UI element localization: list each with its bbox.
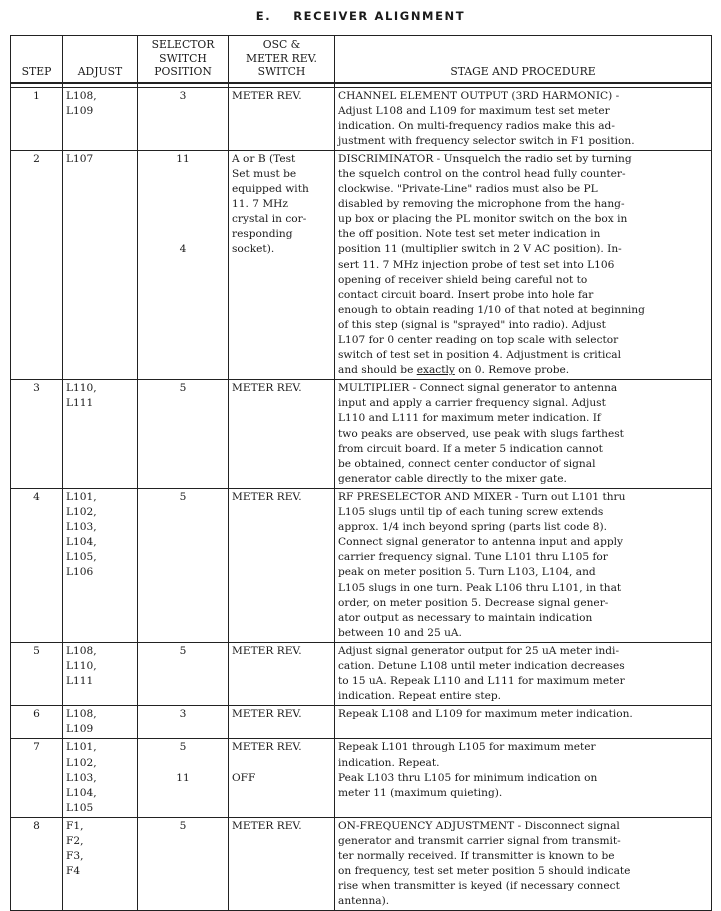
procedure-cell: RF PRESELECTOR AND MIXER - Turn out L101 thru L105 slugs until tip of each tuning screw extends approx. 1/4 inch beyond spring (parts list code 8). Connect signal generator to antenna input and apply carrier frequency signal. Tune L101 thru L105 for peak on meter position 5. Turn L103, L104, and L105 slugs in one turn. Peak L106 thru L101, in that order, on meter position 5. Decrease signal gener- ator output as necessary to maintain indication between 10 and 25 uA. (335, 488, 712, 642)
osc-meter-switch-cell: METER REV. (229, 706, 335, 739)
step-number: 1 (11, 87, 63, 150)
osc-meter-switch-cell: METER REV. (229, 488, 335, 642)
step-number: 5 (11, 642, 63, 705)
table-row (11, 87, 712, 150)
step-number: 4 (11, 488, 63, 642)
osc-meter-switch-cell: METER REV. OFF (229, 739, 335, 817)
procedure-cell: Adjust signal generator output for 25 uA meter indi- cation. Detune L108 until meter indication decreases to 15 uA. Repeak L110 and L111 for maximum meter indication. Repeat entire step. (335, 642, 712, 705)
adjust-cell: L101, L102, L103, L104, L105 (63, 739, 138, 817)
procedure-tail-line: and should be exactly on 0. Remove probe. (338, 364, 570, 377)
step-number: 2 (11, 150, 63, 379)
section-title-text: RECEIVER ALIGNMENT (293, 9, 466, 23)
header-selector: SELECTOR SWITCH POSITION (138, 36, 229, 83)
adjust-cell: L110, L111 (63, 380, 138, 489)
selector-position-cell: 5 (138, 642, 229, 705)
section-title (0, 9, 721, 23)
procedure-cell: DISCRIMINATOR - Unsquelch the radio set by turning the squelch control on the control head fully counter- clockwise. "Private-Line" radios must also be PL disabled by removing the microphone from the hang- up box or placing the PL monitor switch on the box in the off position. Note test set meter indication in position 11 (multiplier switch in 2 V AC position). In- sert 11. 7 MHz injection probe of test set into L106 opening of receiver shield being careful not to contact circuit board. Insert probe into hole far enough to obtain reading 1/10 of that noted at beginning of this step (signal is "sprayed" into radio). Adjust L107 for 0 center reading on top scale with selector switch of test set in position 4. Adjustment is critical and should be exactly on 0. Remove probe. (335, 150, 712, 379)
table-header-row (11, 36, 712, 83)
table-row (11, 739, 712, 817)
osc-meter-switch-cell: METER REV. (229, 380, 335, 489)
selector-position-cell: 3 (138, 87, 229, 150)
adjust-cell: L108, L109 (63, 87, 138, 150)
selector-position-cell: 5 11 (138, 739, 229, 817)
header-osc-meter: OSC & METER REV. SWITCH (229, 36, 335, 83)
adjust-cell: L107 (63, 150, 138, 379)
table-row (11, 642, 712, 705)
step-number: 6 (11, 706, 63, 739)
osc-meter-switch-cell: METER REV. (229, 642, 335, 705)
selector-position-cell: 5 (138, 380, 229, 489)
header-step: STEP (11, 36, 63, 83)
step-number: 8 (11, 817, 63, 911)
adjust-cell: L108, L110, L111 (63, 642, 138, 705)
selector-position-cell: 5 (138, 817, 229, 911)
adjust-cell: L108, L109 (63, 706, 138, 739)
step-number: 3 (11, 380, 63, 489)
table-row (11, 488, 712, 642)
section-letter: E. (255, 9, 272, 23)
procedure-cell: MULTIPLIER - Connect signal generator to antenna input and apply a carrier frequency signal. Adjust L110 and L111 for maximum meter indication. If two peaks are observed, use peak with slugs farthest from circuit board. If a meter 5 indication cannot be obtained, connect center conductor of signal generator cable directly to the mixer gate. (335, 380, 712, 489)
receiver-alignment-table (10, 35, 712, 911)
procedure-cell: Repeak L101 through L105 for maximum meter indication. Repeat. Peak L103 thru L105 for minimum indication on meter 11 (maximum quieting). (335, 739, 712, 817)
osc-meter-switch-cell: METER REV. (229, 87, 335, 150)
header-procedure: STAGE AND PROCEDURE (335, 36, 712, 83)
adjust-cell: F1, F2, F3, F4 (63, 817, 138, 911)
adjust-cell: L101, L102, L103, L104, L105, L106 (63, 488, 138, 642)
procedure-cell: ON-FREQUENCY ADJUSTMENT - Disconnect signal generator and transmit carrier signal from transmit- ter normally received. If transmitter is known to be on frequency, test set meter position 5 should indicate rise when transmitter is keyed (if necessary connect antenna). (335, 817, 712, 911)
selector-position-cell: 11 4 (138, 150, 229, 379)
step-number: 7 (11, 739, 63, 817)
osc-meter-switch-cell: METER REV. (229, 817, 335, 911)
table-row (11, 150, 712, 379)
table-row (11, 706, 712, 739)
table-row (11, 817, 712, 911)
table-row (11, 380, 712, 489)
selector-position-cell: 5 (138, 488, 229, 642)
procedure-cell: CHANNEL ELEMENT OUTPUT (3RD HARMONIC) - Adjust L108 and L109 for maximum test set meter indication. On multi-frequency radios make this ad- justment with frequency selector switch in F1 position. (335, 87, 712, 150)
header-adjust: ADJUST (63, 36, 138, 83)
osc-meter-switch-cell: A or B (Test Set must be equipped with 11. 7 MHz crystal in cor- responding socket). (229, 150, 335, 379)
selector-position-cell: 3 (138, 706, 229, 739)
underlined-word: exactly (416, 364, 455, 377)
procedure-cell: Repeak L108 and L109 for maximum meter indication. (335, 706, 712, 739)
